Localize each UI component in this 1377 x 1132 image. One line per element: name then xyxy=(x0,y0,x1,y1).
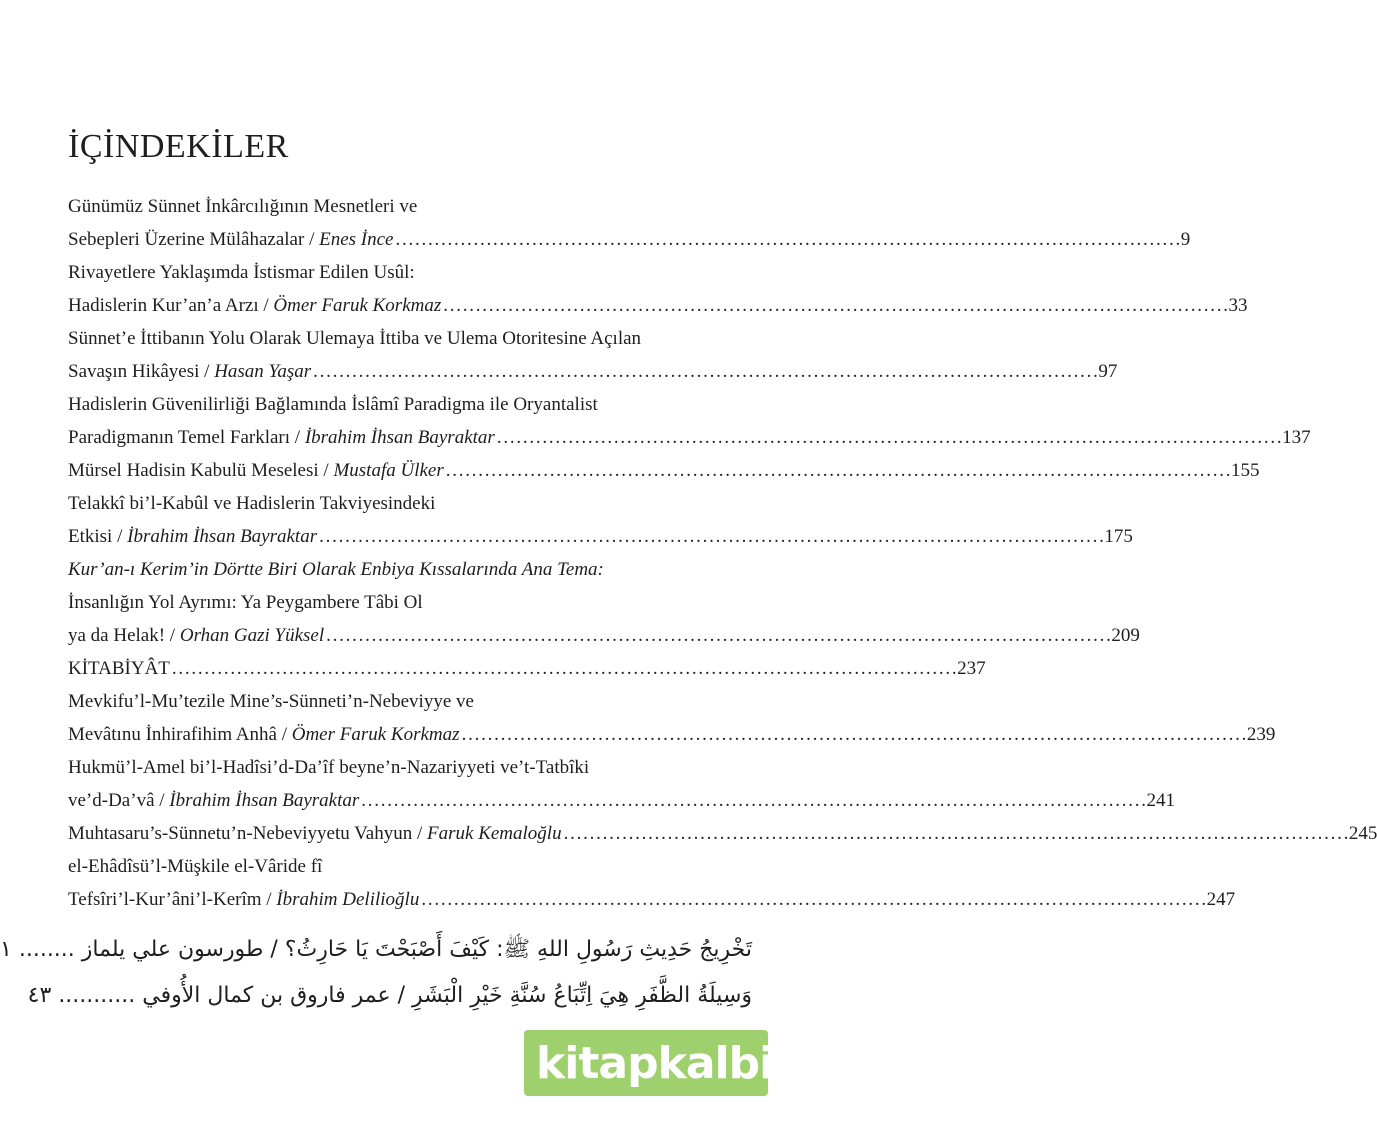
toc-entry-line xyxy=(68,751,728,784)
toc-entry-text xyxy=(68,850,322,883)
entry-page-number: 33 xyxy=(1228,295,1248,316)
toc-entry-text xyxy=(68,586,423,619)
dot-leader: ........... xyxy=(58,983,136,1008)
entry-page-number: 175 xyxy=(1104,526,1133,547)
entry-page-number: 155 xyxy=(1230,460,1260,481)
entry-author: Orhan Gazi Yüksel xyxy=(179,625,325,646)
entry-page-number: 239 xyxy=(1246,724,1276,745)
toc-entry-line-with-page[interactable] xyxy=(68,223,1191,256)
entry-author: Ömer Faruk Korkmaz xyxy=(291,724,460,745)
toc-entry-line-with-page[interactable] xyxy=(68,883,1236,916)
toc-entry-line-with-page[interactable] xyxy=(68,520,1133,553)
entry-author: Faruk Kemaloğlu xyxy=(427,823,562,844)
entry-page-number: 241 xyxy=(1146,790,1176,811)
arabic-toc-entry-1[interactable] xyxy=(0,935,752,967)
toc-entry-text xyxy=(68,520,317,553)
entry-title: Etkisi / xyxy=(68,526,128,547)
entry-title: Hadislerin Kur’an’a Arzı / xyxy=(68,295,274,316)
entry-title-italic: Kur’an-ı Kerim’in Dörtte Biri Olarak Enbiya Kıssalarında Ana Tema: xyxy=(68,559,604,580)
entry-author: Enes İnce xyxy=(319,229,394,250)
entry-author: İbrahim İhsan Bayraktar xyxy=(169,790,360,811)
toc-entry-line-with-page[interactable] xyxy=(68,652,986,685)
entry-author: İbrahim İhsan Bayraktar xyxy=(304,427,495,448)
toc-entry-line-with-page[interactable] xyxy=(68,718,1276,751)
entry-title: KİTABİYÂT xyxy=(68,658,170,679)
toc-entry-text xyxy=(68,718,460,751)
toc-entry-text xyxy=(68,223,394,256)
entry-title: Sebepleri Üzerine Mülâhazalar / xyxy=(68,229,320,250)
entry-author: Mustafa Ülker xyxy=(333,460,444,481)
toc-entry-line-with-page[interactable] xyxy=(68,289,1248,322)
entry-page-number: 137 xyxy=(1282,427,1311,448)
dot-leader xyxy=(172,652,955,685)
toc-entry-text xyxy=(68,652,170,685)
arabic-entry-page: ١ xyxy=(0,937,12,962)
entry-author: İbrahim İhsan Bayraktar xyxy=(127,526,318,547)
toc-entry-line xyxy=(68,388,728,421)
toc-entry-line-with-page[interactable] xyxy=(68,454,1260,487)
toc-entry-line xyxy=(68,190,728,223)
entry-title: Savaşın Hikâyesi / xyxy=(68,361,215,382)
toc-entry-line xyxy=(68,586,728,619)
toc-entry-text xyxy=(68,355,311,388)
dot-leader xyxy=(326,619,1109,652)
toc-entry-text xyxy=(68,883,419,916)
toc-entry-text xyxy=(68,784,359,817)
dot-leader xyxy=(319,520,1102,553)
entry-title: Mevâtınu İnhirafihim Anhâ / xyxy=(68,724,292,745)
watermark-suffix: .com xyxy=(775,1050,790,1076)
toc-entry-text xyxy=(68,751,589,784)
entry-title: İnsanlığın Yol Ayrımı: Ya Peygambere Tâbi Ol xyxy=(68,592,423,613)
toc-entry-text xyxy=(68,256,415,289)
entry-title: Sünnet’e İttibanın Yolu Olarak Ulemaya İttiba ve Ulema Otoritesine Açılan xyxy=(68,328,642,349)
dot-leader xyxy=(361,784,1144,817)
toc-entry-line xyxy=(68,487,728,520)
dot-leader xyxy=(462,718,1245,751)
toc-entry-line xyxy=(68,256,728,289)
arabic-entry-title: تَخْرِيجُ حَدِيثِ رَسُولِ اللهِ ﷺ: كَيْفَ أَصْبَحْتَ يَا حَارِثُ؟ / طورسون علي يلماز xyxy=(81,937,752,962)
entry-title: Günümüz Sünnet İnkârcılığının Mesnetleri ve xyxy=(68,196,418,217)
dot-leader xyxy=(564,817,1347,850)
arabic-entry-page: ٤٣ xyxy=(27,983,52,1008)
entry-title: Tefsîri’l-Kur’âni’l-Kerîm / xyxy=(68,889,277,910)
entry-title: ya da Helak! / xyxy=(68,625,180,646)
entry-title: Telakkî bi’l-Kabûl ve Hadislerin Takviyesindeki xyxy=(68,493,436,514)
entry-title: Paradigmanın Temel Farkları / xyxy=(68,427,305,448)
dot-leader: ........ xyxy=(18,937,75,962)
entry-title: Mevkifu’l-Mu’tezile Mine’s-Sünneti’n-Nebeviyye ve xyxy=(68,691,474,712)
dot-leader xyxy=(446,454,1229,487)
toc-entry-text xyxy=(68,421,495,454)
toc-entry-text xyxy=(68,322,641,355)
toc-entry-line xyxy=(68,553,728,586)
dot-leader xyxy=(497,421,1280,454)
entry-title: Mürsel Hadisin Kabulü Meselesi / xyxy=(68,460,334,481)
toc-entry-text xyxy=(68,388,598,421)
toc-entry-line xyxy=(68,322,728,355)
toc-entry-text xyxy=(68,619,324,652)
toc-entry-line-with-page[interactable] xyxy=(68,817,1377,850)
entry-title: el-Ehâdîsü’l-Müşkile el-Vâride fî xyxy=(68,856,323,877)
entry-title: Hadislerin Güvenilirliği Bağlamında İslâmî Paradigma ile Oryantalist xyxy=(68,394,598,415)
toc-entry-text xyxy=(68,289,441,322)
entry-page-number: 9 xyxy=(1180,229,1191,250)
arabic-toc-entry-2[interactable] xyxy=(27,983,752,1008)
dot-leader xyxy=(313,355,1096,388)
toc-entry-text xyxy=(68,487,435,520)
toc-entry-line-with-page[interactable] xyxy=(68,421,1311,454)
toc-entry-line xyxy=(68,685,728,718)
toc-entry-text xyxy=(68,685,474,718)
watermark-logo xyxy=(524,1030,790,1096)
entry-author: İbrahim Delilioğlu xyxy=(276,889,420,910)
arabic-entry-title: وَسِيلَةُ الظَّفَرِ هِيَ اِتِّبَاعُ سُنَّةِ خَيْرِ الْبَشَرِ / عمر فاروق بن كمال الأُوفي xyxy=(142,983,752,1008)
toc-entry-text xyxy=(68,553,604,586)
entry-title: Hukmü’l-Amel bi’l-Hadîsi’d-Da’îf beyne’n-Nazariyyeti ve’t-Tatbîki xyxy=(68,757,590,778)
entry-title: Muhtasaru’s-Sünnetu’n-Nebeviyyetu Vahyun / xyxy=(68,823,428,844)
entry-author: Ömer Faruk Korkmaz xyxy=(273,295,442,316)
entry-title: ve’d-Da’vâ / xyxy=(68,790,170,811)
table-of-contents xyxy=(68,190,1377,916)
dot-leader xyxy=(443,289,1226,322)
dot-leader xyxy=(396,223,1179,256)
toc-entry-line xyxy=(68,850,728,883)
entry-title: Rivayetlere Yaklaşımda İstismar Edilen Usûl: xyxy=(68,262,415,283)
toc-entry-text xyxy=(68,190,417,223)
toc-entry-text xyxy=(68,817,562,850)
entry-page-number: 237 xyxy=(957,658,986,679)
page-title: İÇİNDEKİLER xyxy=(68,128,289,165)
entry-page-number: 247 xyxy=(1206,889,1236,910)
entry-page-number: 245 xyxy=(1348,823,1377,844)
watermark-text: kitapkalbi xyxy=(536,1037,774,1089)
entry-author: Hasan Yaşar xyxy=(214,361,312,382)
toc-entry-line-with-page[interactable] xyxy=(68,784,1176,817)
entry-page-number: 209 xyxy=(1111,625,1140,646)
dot-leader xyxy=(421,883,1204,916)
toc-entry-text xyxy=(68,454,444,487)
toc-entry-line-with-page[interactable] xyxy=(68,619,1140,652)
toc-entry-line-with-page[interactable] xyxy=(68,355,1118,388)
entry-page-number: 97 xyxy=(1098,361,1118,382)
